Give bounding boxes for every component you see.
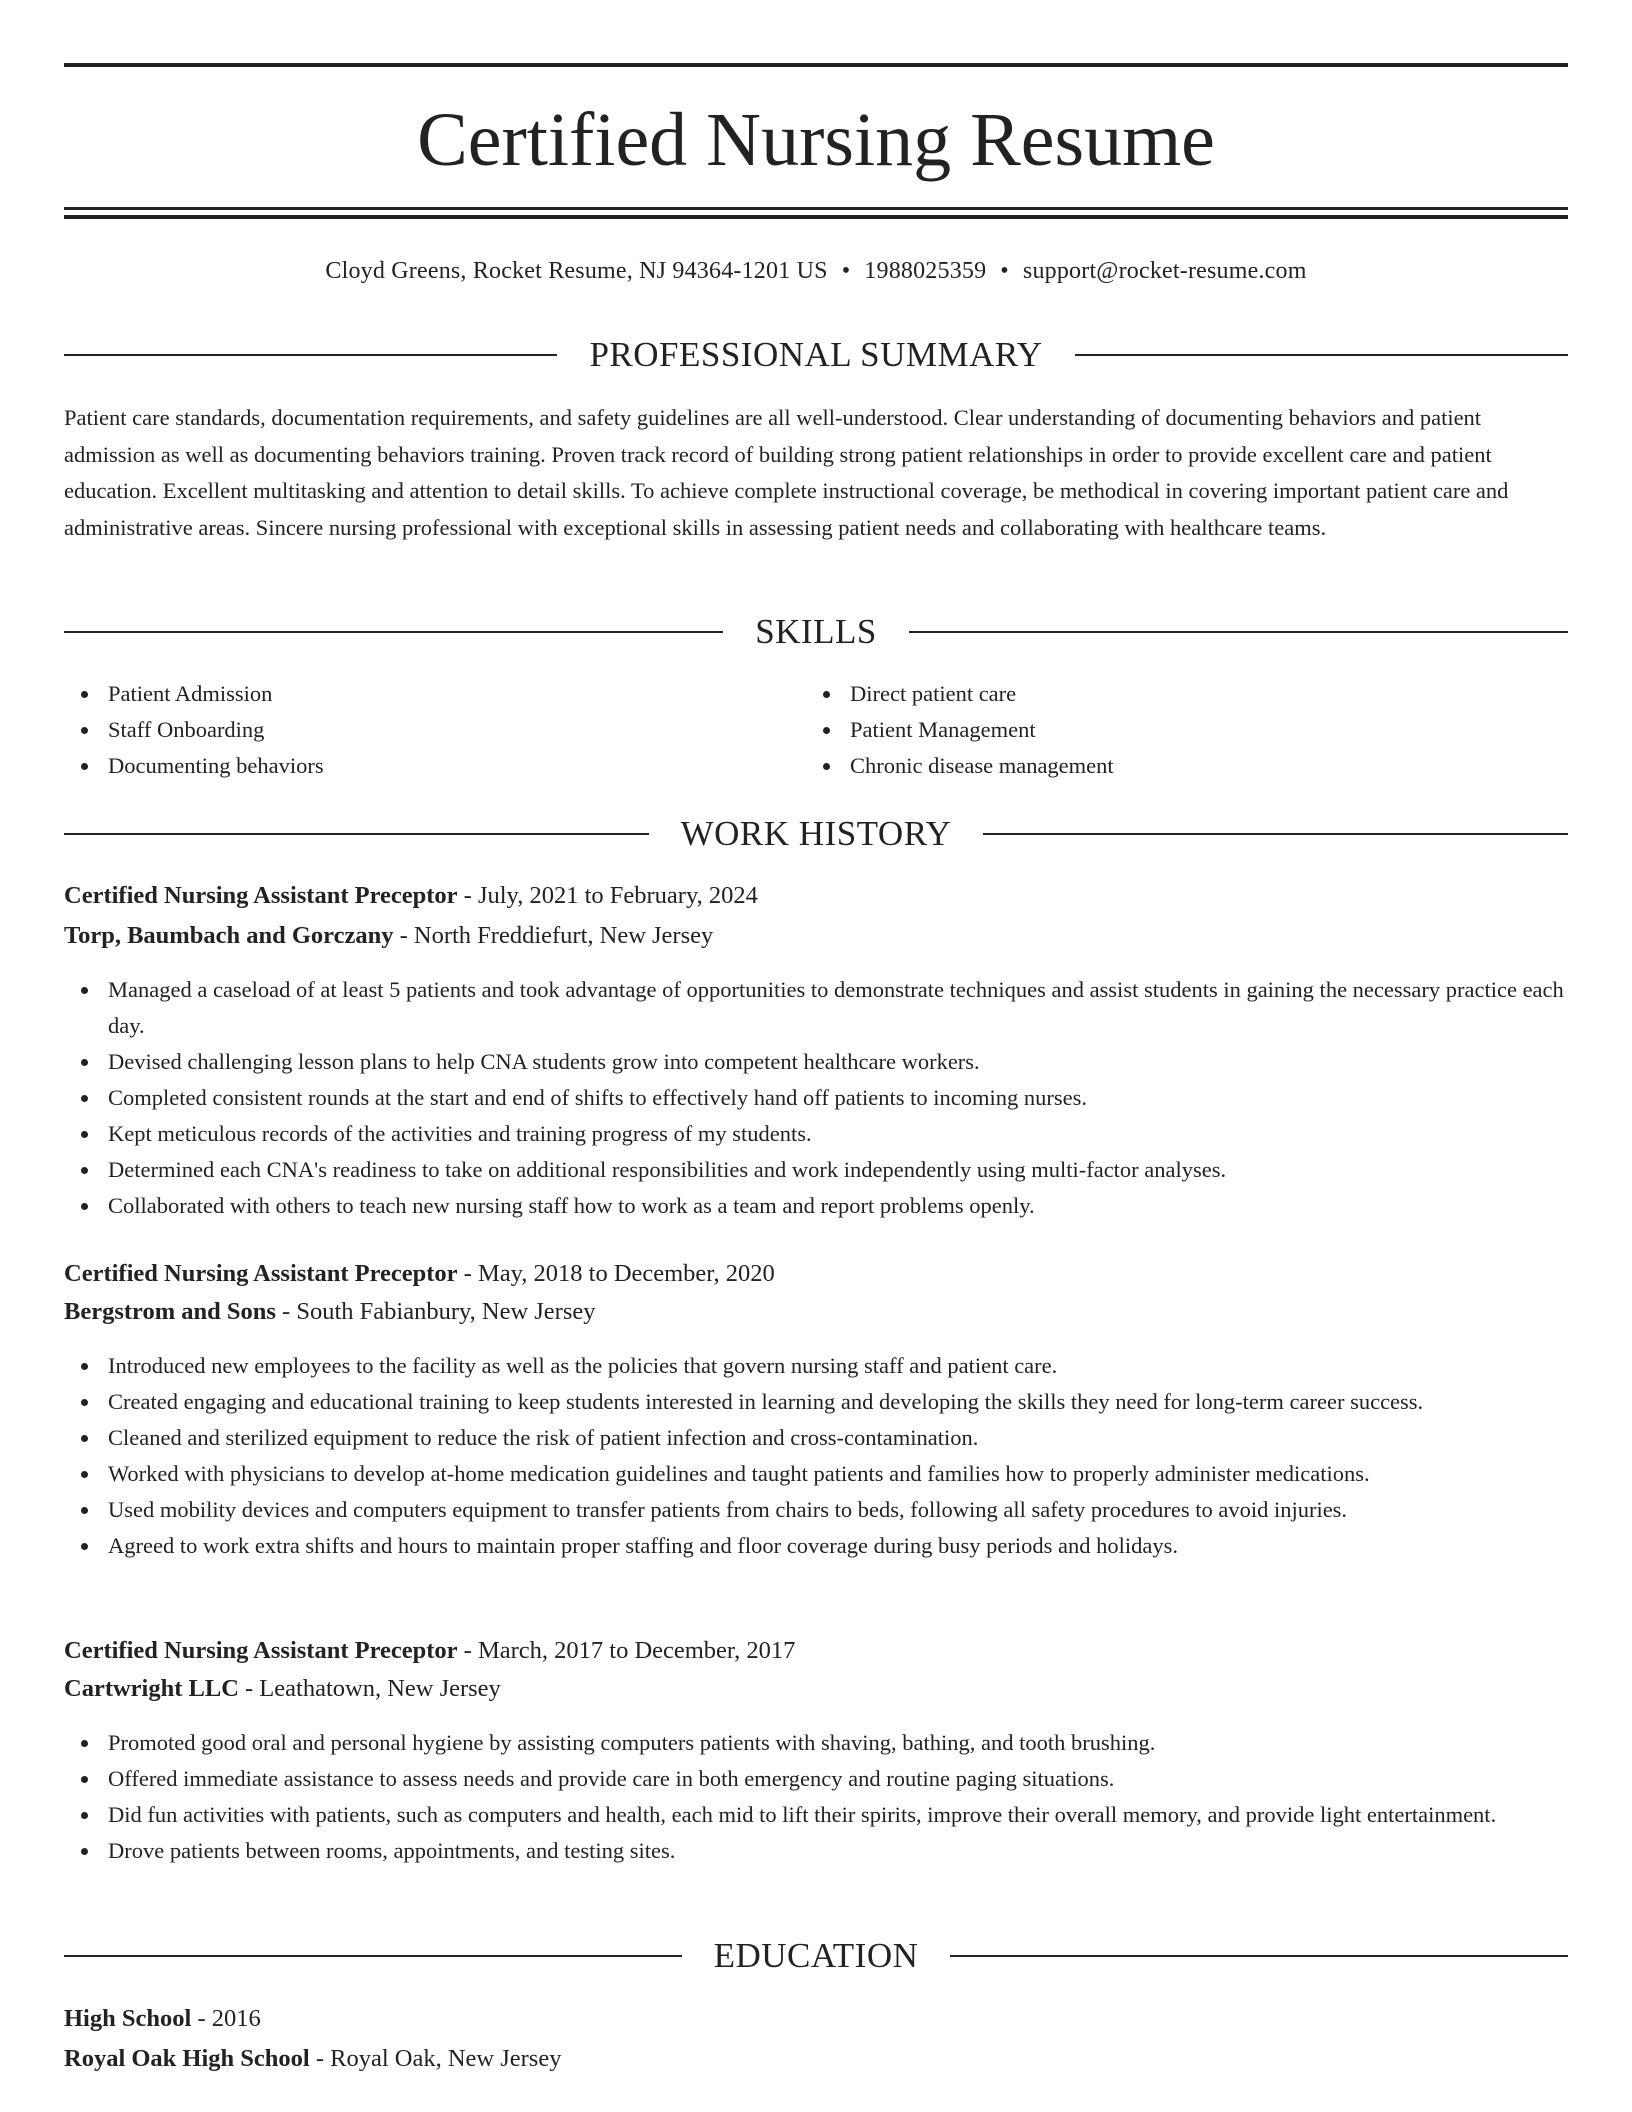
job-duty: Promoted good oral and personal hygiene by assisting computers patients with shaving, bathing, and tooth brushing.: [64, 1725, 1568, 1761]
job-company-line: [64, 1672, 1568, 1706]
section-rule: [983, 833, 1568, 835]
job-title-line: [64, 1257, 1568, 1291]
section-title: WORK HISTORY: [680, 814, 952, 853]
job-duty: Did fun activities with patients, such as computers and health, each mid to lift their spirits, improve their overall memory, and provide light entertainment.: [64, 1797, 1568, 1833]
contact-line: [64, 254, 1568, 288]
education-location: - Royal Oak, New Jersey: [309, 2045, 562, 2072]
job-company-line: [64, 1295, 1568, 1329]
top-rule: [64, 63, 1568, 67]
skills-list-left: [64, 676, 764, 784]
skill-item: Patient Management: [806, 712, 1506, 748]
skill-item: Documenting behaviors: [64, 748, 764, 784]
contact-separator: •: [841, 258, 851, 284]
job-duty: Worked with physicians to develop at-home medication guidelines and taught patients and families how to properly administer medications.: [64, 1456, 1568, 1492]
job-title: Certified Nursing Assistant Preceptor: [64, 882, 458, 909]
contact-email: support@rocket-resume.com: [1022, 258, 1307, 284]
skill-item: Staff Onboarding: [64, 712, 764, 748]
education-degree-line: [64, 2002, 1568, 2036]
job-dates: - March, 2017 to December, 2017: [457, 1637, 796, 1664]
contact-address: Cloyd Greens, Rocket Resume, NJ 94364-1201 US: [325, 258, 828, 284]
job-company: Torp, Baumbach and Gorczany: [64, 922, 394, 949]
job-duty: Collaborated with others to teach new nursing staff how to work as a team and report problems openly.: [64, 1188, 1568, 1224]
job-duty: Agreed to work extra shifts and hours to maintain proper staffing and floor coverage during busy periods and holidays.: [64, 1528, 1568, 1564]
skill-item: Patient Admission: [64, 676, 764, 712]
job-duty: Offered immediate assistance to assess needs and provide care in both emergency and routine paging situations.: [64, 1761, 1568, 1797]
job-company: Cartwright LLC: [64, 1675, 239, 1702]
job-duties-list: [64, 972, 1568, 1224]
job-duty: Kept meticulous records of the activities and training progress of my students.: [64, 1116, 1568, 1152]
section-title: SKILLS: [755, 612, 877, 651]
job-location: - South Fabianbury, New Jersey: [275, 1298, 596, 1325]
job-duty: Determined each CNA's readiness to take on additional responsibilities and work independently using multi-factor analyses.: [64, 1152, 1568, 1188]
job-duty: Completed consistent rounds at the start and end of shifts to effectively hand off patients to incoming nurses.: [64, 1080, 1568, 1116]
section-rule: [950, 1955, 1568, 1957]
title-rule-lower: [64, 215, 1568, 219]
job-dates: - May, 2018 to December, 2020: [457, 1260, 775, 1287]
job-company: Bergstrom and Sons: [64, 1298, 276, 1325]
job-duties-list: [64, 1725, 1568, 1869]
summary-paragraph: Patient care standards, documentation requirements, and safety guidelines are all well-understood. Clear understanding of documenting behaviors and patient admission as well as documenting behaviors training. Proven track record of building strong patient relationships in order to provide excellent care and patient education. Excellent multitasking and attention to detail skills. To achieve complete instructional coverage, be methodical in covering important patient care and administrative areas. Sincere nursing professional with exceptional skills in assessing patient needs and collaborating with healthcare teams.: [64, 405, 1509, 540]
job-location: - North Freddiefurt, New Jersey: [393, 922, 714, 949]
section-rule: [64, 833, 649, 835]
job-title: Certified Nursing Assistant Preceptor: [64, 1637, 458, 1664]
skill-item: Direct patient care: [806, 676, 1506, 712]
job-location: - Leathatown, New Jersey: [238, 1675, 501, 1702]
skills-list-right: [806, 676, 1506, 784]
job-dates: - July, 2021 to February, 2024: [457, 882, 758, 909]
job-title: Certified Nursing Assistant Preceptor: [64, 1260, 458, 1287]
section-rule: [1075, 354, 1568, 356]
section-title: PROFESSIONAL SUMMARY: [589, 335, 1043, 374]
job-duty: Used mobility devices and computers equipment to transfer patients from chairs to beds, following all safety procedures to avoid injuries.: [64, 1492, 1568, 1528]
job-duty: Drove patients between rooms, appointments, and testing sites.: [64, 1833, 1568, 1869]
job-duty: Created engaging and educational training to keep students interested in learning and developing the skills they need for long-term career success.: [64, 1384, 1568, 1420]
section-rule: [64, 631, 723, 633]
section-rule: [909, 631, 1568, 633]
contact-separator: •: [1000, 258, 1009, 284]
job-duty: Managed a caseload of at least 5 patients and took advantage of opportunities to demonstrate techniques and assist students in gaining the necessary practice each day.: [64, 972, 1568, 1044]
job-duty: Introduced new employees to the facility as well as the policies that govern nursing staff and patient care.: [64, 1348, 1568, 1384]
education-year: - 2016: [191, 2005, 261, 2032]
job-duty: Devised challenging lesson plans to help CNA students grow into competent healthcare workers.: [64, 1044, 1568, 1080]
contact-phone: 1988025359: [864, 258, 987, 284]
section-header-work: [64, 812, 1568, 856]
section-title: EDUCATION: [713, 1936, 919, 1975]
job-duty: Cleaned and sterilized equipment to reduce the risk of patient infection and cross-contamination.: [64, 1420, 1568, 1456]
job-duties-list: [64, 1348, 1568, 1564]
section-header-skills: [64, 610, 1568, 654]
education-school: Royal Oak High School: [64, 2045, 310, 2072]
job-title-line: [64, 879, 1568, 913]
education-school-line: [64, 2042, 1568, 2076]
section-rule: [64, 1955, 682, 1957]
section-rule: [64, 354, 557, 356]
title-rule-upper: [64, 207, 1568, 210]
skill-item: Chronic disease management: [806, 748, 1506, 784]
job-title-line: [64, 1634, 1568, 1668]
resume-title: Certified Nursing Resume: [417, 98, 1215, 182]
section-header-summary: [64, 333, 1568, 377]
education-degree: High School: [64, 2005, 192, 2032]
job-company-line: [64, 919, 1568, 953]
section-header-education: [64, 1934, 1568, 1978]
